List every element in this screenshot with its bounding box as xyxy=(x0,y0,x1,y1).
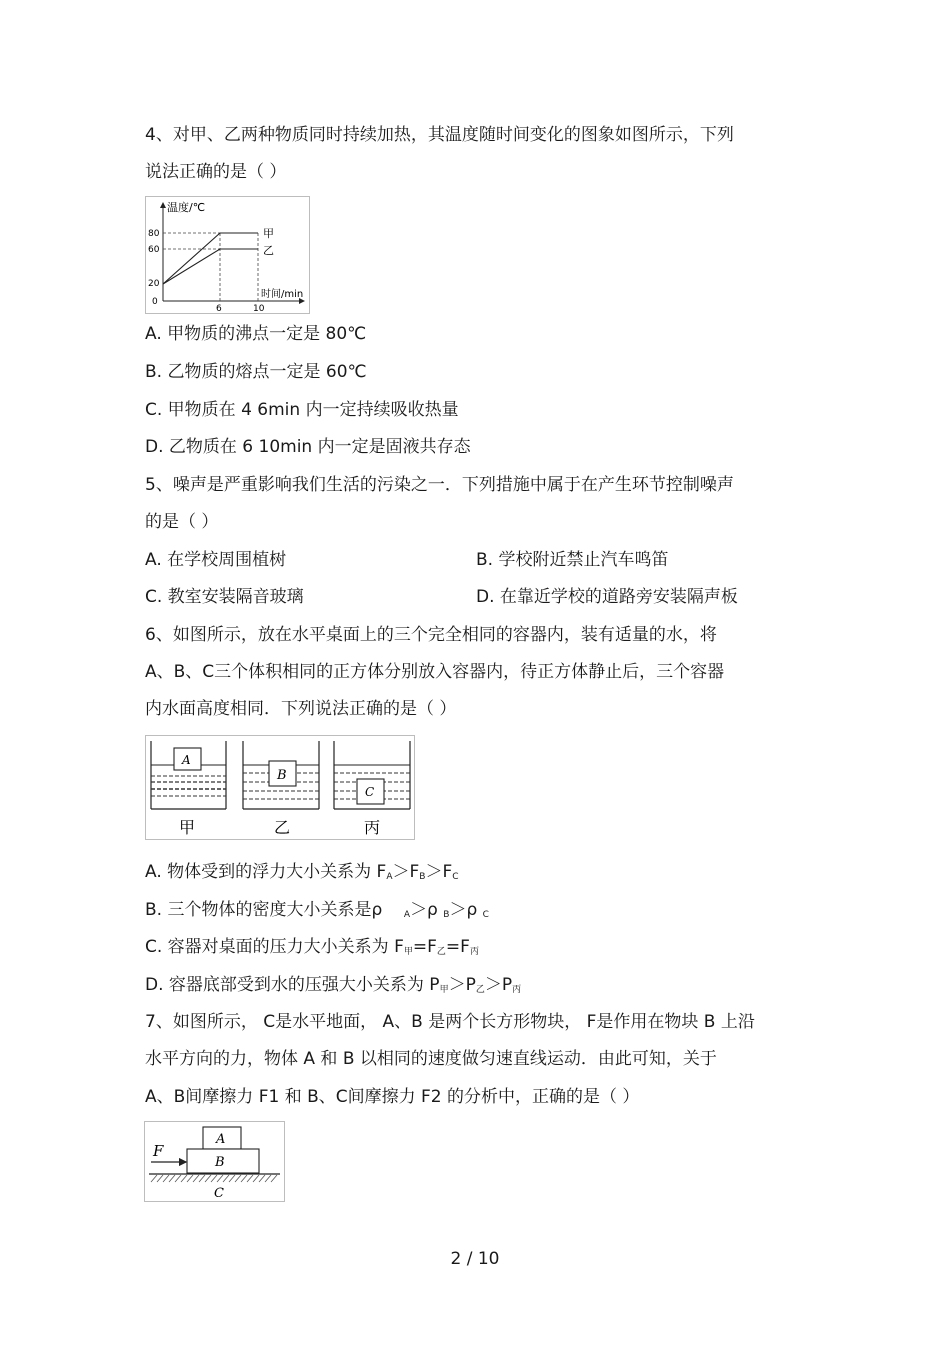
x-axis-label: 时间/min xyxy=(261,289,304,300)
q7-stem-line3: A、B间摩擦力 F1 和 B、C间摩擦力 F2 的分析中，正确的是（ ） xyxy=(145,1087,640,1107)
q4-temperature-graph xyxy=(145,196,310,314)
q4-stem-line1: 4、对甲、乙两种物质同时持续加热，其温度随时间变化的图象如图所示，下列 xyxy=(145,125,734,145)
q6-option-b: B. 三个物体的密度大小关系是ρ $_A$＞ρ $_B$＞ρ $_C$ xyxy=(145,900,489,920)
block-c-label: C xyxy=(365,785,375,799)
q4-stem-line2: 说法正确的是（ ） xyxy=(145,162,287,182)
block-a-label: A xyxy=(216,1132,226,1147)
q5-option-c: C. 教室安装隔音玻璃 xyxy=(145,587,304,607)
q7-blocks-figure xyxy=(144,1121,285,1202)
y-axis-label: 温度/℃ xyxy=(167,201,206,214)
q4-option-c: C. 甲物质在 4 6min 内一定持续吸收热量 xyxy=(145,400,459,420)
q5-stem-line1: 5、噪声是严重影响我们生活的污染之一．下列措施中属于在产生环节控制噪声 xyxy=(145,475,734,495)
q4-option-b: B. 乙物质的熔点一定是 60℃ xyxy=(145,362,367,382)
q7-stem-line1: 7、如图所示， C是水平地面， A、B 是两个长方形物块， F是作用在物块 B 上沿 xyxy=(145,1012,755,1032)
q5-option-a: A. 在学校周围植树 xyxy=(145,550,287,570)
series-label-jia: 甲 xyxy=(263,227,274,240)
ground-hatching xyxy=(151,1175,277,1182)
q6-stem-line1: 6、如图所示，放在水平桌面上的三个完全相同的容器内，装有适量的水，将 xyxy=(145,625,717,645)
block-a-label: A xyxy=(182,753,191,767)
container-yi xyxy=(243,741,319,809)
y-tick-0: 0 xyxy=(152,297,158,307)
x-tick-6: 6 xyxy=(216,304,222,313)
y-tick-80: 80 xyxy=(148,229,160,239)
container-jia xyxy=(151,741,226,809)
q5-stem-line2: 的是（ ） xyxy=(145,512,219,532)
series-jia-line xyxy=(163,233,258,284)
q6-option-a: A. 物体受到的浮力大小关系为 $F_A>F_B>F_C$ xyxy=(145,862,459,882)
block-b-label: B xyxy=(215,1155,225,1170)
force-label: F xyxy=(153,1142,164,1160)
q4-option-a: A. 甲物质的沸点一定是 80℃ xyxy=(145,324,367,344)
x-tick-10: 10 xyxy=(253,304,265,313)
y-tick-60: 60 xyxy=(148,245,160,255)
q7-stem-line2: 水平方向的力，物体 A 和 B 以相同的速度做匀速直线运动．由此可知，关于 xyxy=(145,1049,717,1069)
q4-option-d: D. 乙物质在 6 10min 内一定是固液共存态 xyxy=(145,437,471,457)
q6-stem-line2: A、B、C三个体积相同的正方体分别放入容器内，待正方体静止后，三个容器 xyxy=(145,662,725,682)
y-tick-20: 20 xyxy=(148,279,160,289)
q6-option-c: C. 容器对桌面的压力大小关系为 $F_甲=F_乙=F_丙$ xyxy=(145,937,479,957)
series-label-yi: 乙 xyxy=(263,244,274,257)
block-b-label: B xyxy=(277,768,287,783)
q6-option-d: D. 容器底部受到水的压强大小关系为 $P_甲>P_乙>P_丙$ xyxy=(145,975,522,995)
label-bing: 丙 xyxy=(364,818,381,837)
q6-stem-line3: 内水面高度相同．下列说法正确的是（ ） xyxy=(145,699,457,719)
series-yi-line xyxy=(163,249,258,284)
q5-option-d: D. 在靠近学校的道路旁安装隔声板 xyxy=(476,587,738,607)
page-number: 2 / 10 xyxy=(450,1249,500,1269)
ground-label: C xyxy=(214,1186,224,1201)
label-yi: 乙 xyxy=(274,818,291,837)
q6-containers-figure xyxy=(145,735,415,840)
container-bing xyxy=(334,741,410,809)
q5-option-b: B. 学校附近禁止汽车鸣笛 xyxy=(476,550,669,570)
label-jia: 甲 xyxy=(179,818,196,837)
